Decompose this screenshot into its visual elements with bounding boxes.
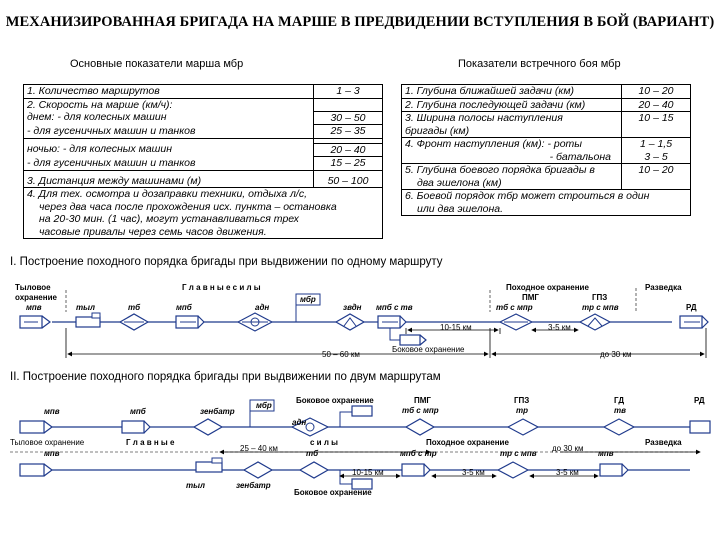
lower-aa-unit [244,462,272,478]
tb-label: тб [128,303,141,312]
cell: 10 – 20 [622,85,691,99]
flank-bottom-label: Боковое охранение [294,488,372,497]
march-guard-2-label: Походное охранение [426,438,509,447]
mpv-right-label: мпв [598,449,614,458]
forward-detachment-unit [500,314,532,330]
tank-battalion-unit [120,314,148,330]
tb-mpr-top-label: тб с мпр [402,406,439,415]
cell: 1 – 3 [314,85,383,99]
march-guard-label: Походное охранение [506,283,589,292]
mpb-tv-label: мпб с тв [376,303,413,312]
cell: 4. Фронт наступления (км): - роты [402,138,622,151]
mpb-label: мпб [176,303,192,312]
upper-motor-rifle-unit [122,421,150,433]
mpv-left-label: мпв [44,449,60,458]
tv-top-label: тв [614,406,626,415]
main-forces-3-label: с и л ы [310,438,338,447]
mbr-top-label: мбр [256,401,272,410]
cell: 15 – 25 [314,157,383,171]
dist-30-label: до 30 км [600,350,632,359]
cell: 2. Глубина последующей задачи (км) [402,98,622,112]
cell: 4. Для тех. осмотра и дозаправки техники, отдыха л/с, через два часа после прохождения исх. пункта – остановка на 20-30 мин. (1 час), могут устанавливаться трех часовые привалы через семь часов движения. [24,188,383,239]
rear-guard-unit [20,316,50,328]
left-table-heading: Основные показатели марша мбр [70,58,244,70]
upper-forward-detachment [406,419,434,435]
cell: 1 – 1,5 [622,138,691,151]
zenbatr-top-label: зенбатр [200,407,235,416]
dist-10-15-2-label: 10-15 км [352,468,384,477]
motor-rifle-battalion-unit [176,316,204,328]
tb-mpr-label: тб с мпр [496,303,533,312]
dist-50-60-label: 50 – 60 км [322,350,360,359]
flank-top-label: Боковое охранение [296,396,374,405]
cell: 50 – 100 [314,175,383,188]
motor-rifle-battalion-tank-unit [378,316,406,328]
cell: 20 – 40 [314,143,383,157]
mpb-top-label: мпб [130,407,146,416]
dist-3-5-b-label: 3-5 км [556,468,579,477]
mpv-top-label: мпв [44,407,60,416]
adn-label: адн [255,303,270,312]
distance-30-arrow [492,328,706,358]
mpv-label: мпв [26,303,42,312]
adn-top-label: адн [292,418,307,427]
gd-top-label: ГД [614,396,625,405]
cell: - батальона [402,151,622,164]
cell: ночью: - для колесных машин [24,143,314,157]
flank-guard-branch-1 [390,328,426,345]
upper-aa-unit [194,419,222,435]
flank-guard-label: Боковое охранение [392,345,465,354]
rear-guard-2-label: Тыловое охранение [10,438,85,447]
recon-2-label: Разведка [645,438,682,447]
recon-patrol-unit [680,316,708,328]
lower-rear-services-unit [196,458,222,472]
upper-rear-guard-unit [20,421,52,433]
dist-30-2-label: до 30 км [552,444,584,453]
cell: 25 – 35 [314,125,383,139]
cell: - для гусеничных машин и танков [24,125,314,139]
lower-rear-guard-unit [20,464,52,476]
upper-gpz-unit [508,419,538,435]
main-forces-2-label: Г л а в н ы е [126,438,175,447]
cell: 6. Боевой порядок тбр может строиться в один или два эшелона. [402,190,691,216]
lower-tank-battalion-unit [300,462,328,478]
cell: 5. Глубина боевого порядка бригады в два эшелона (км) [402,164,622,190]
dist-3-5-label: 3-5 км [548,323,571,332]
gpz-top-label: ГПЗ [514,396,530,405]
rd-top-label: РД [694,396,705,405]
lower-motor-rifle-unit [402,464,430,476]
right-table-heading: Показатели встречного боя мбр [458,58,621,70]
tyl-bottom-label: тыл [186,481,205,490]
cell: 1. Количество маршрутов [24,85,314,99]
tb-2-label: тб [306,449,319,458]
upper-flank-guard [340,406,372,427]
head-march-outpost-unit [580,314,610,330]
rd-label: РД [686,303,697,312]
section2-heading: II. Построение походного порядка бригады при выдвижении по двум маршрутам [10,371,441,383]
recon-label: Разведка [645,283,682,292]
dist-3-5-a-label: 3-5 км [462,468,485,477]
gpz-label: ГПЗ [592,293,608,302]
lower-gpz-unit [498,462,528,478]
tr-top-label: тр [516,406,528,415]
upper-gd-unit [604,419,634,435]
tyl-label: тыл [76,303,95,312]
cell: 1. Глубина ближайшей задачи (км) [402,85,622,99]
cell: 20 – 40 [622,98,691,112]
lower-recon-unit [600,464,628,476]
cell: 30 – 50 [314,111,383,125]
zenbatr-bottom-label: зенбатр [236,481,271,490]
main-forces-label: Г л а в н ы е с и л ы [182,283,261,292]
cell: 10 – 15 [622,112,691,138]
upper-recon-unit [690,421,710,433]
cell: 3 – 5 [622,151,691,164]
cell: 3. Дистанция между машинами (м) [24,175,314,188]
mpb-tr-label: мпб с тр [400,449,437,458]
cell: 3. Ширина полосы наступления бригады (км) [402,112,622,138]
artillery-battalion-unit [238,313,272,331]
page-title: МЕХАНИЗИРОВАННАЯ БРИГАДА НА МАРШЕ В ПРЕДВИДЕНИИ ВСТУПЛЕНИЯ В БОЙ (ВАРИАНТ) [5,14,715,30]
zvdn-label: звдн [343,303,362,312]
dist-10-15-label: 10-15 км [440,323,472,332]
tr-mpv-2-label: тр с мпв [500,449,537,458]
aa-battalion-unit [336,314,364,330]
rear-guard-label: Тыловое [15,283,51,292]
cell: 10 – 20 [622,164,691,190]
mbr-label: мбр [300,295,316,304]
rear-services-unit [76,313,100,327]
cell: 2. Скорость на марше (км/ч): [24,98,314,111]
pmg-label: ПМГ [522,293,539,302]
cell: днем: - для колесных машин [24,111,314,125]
pmg-top-label: ПМГ [414,396,431,405]
dist-25-40-label: 25 – 40 км [240,444,278,453]
section1-heading: I. Построение походного порядка бригады при выдвижении по одному маршруту [10,256,443,268]
cell: - для гусеничных машин и танков [24,157,314,171]
rear-guard-label-2: охранение [15,293,57,302]
tr-mpv-label: тр с мпв [582,303,619,312]
